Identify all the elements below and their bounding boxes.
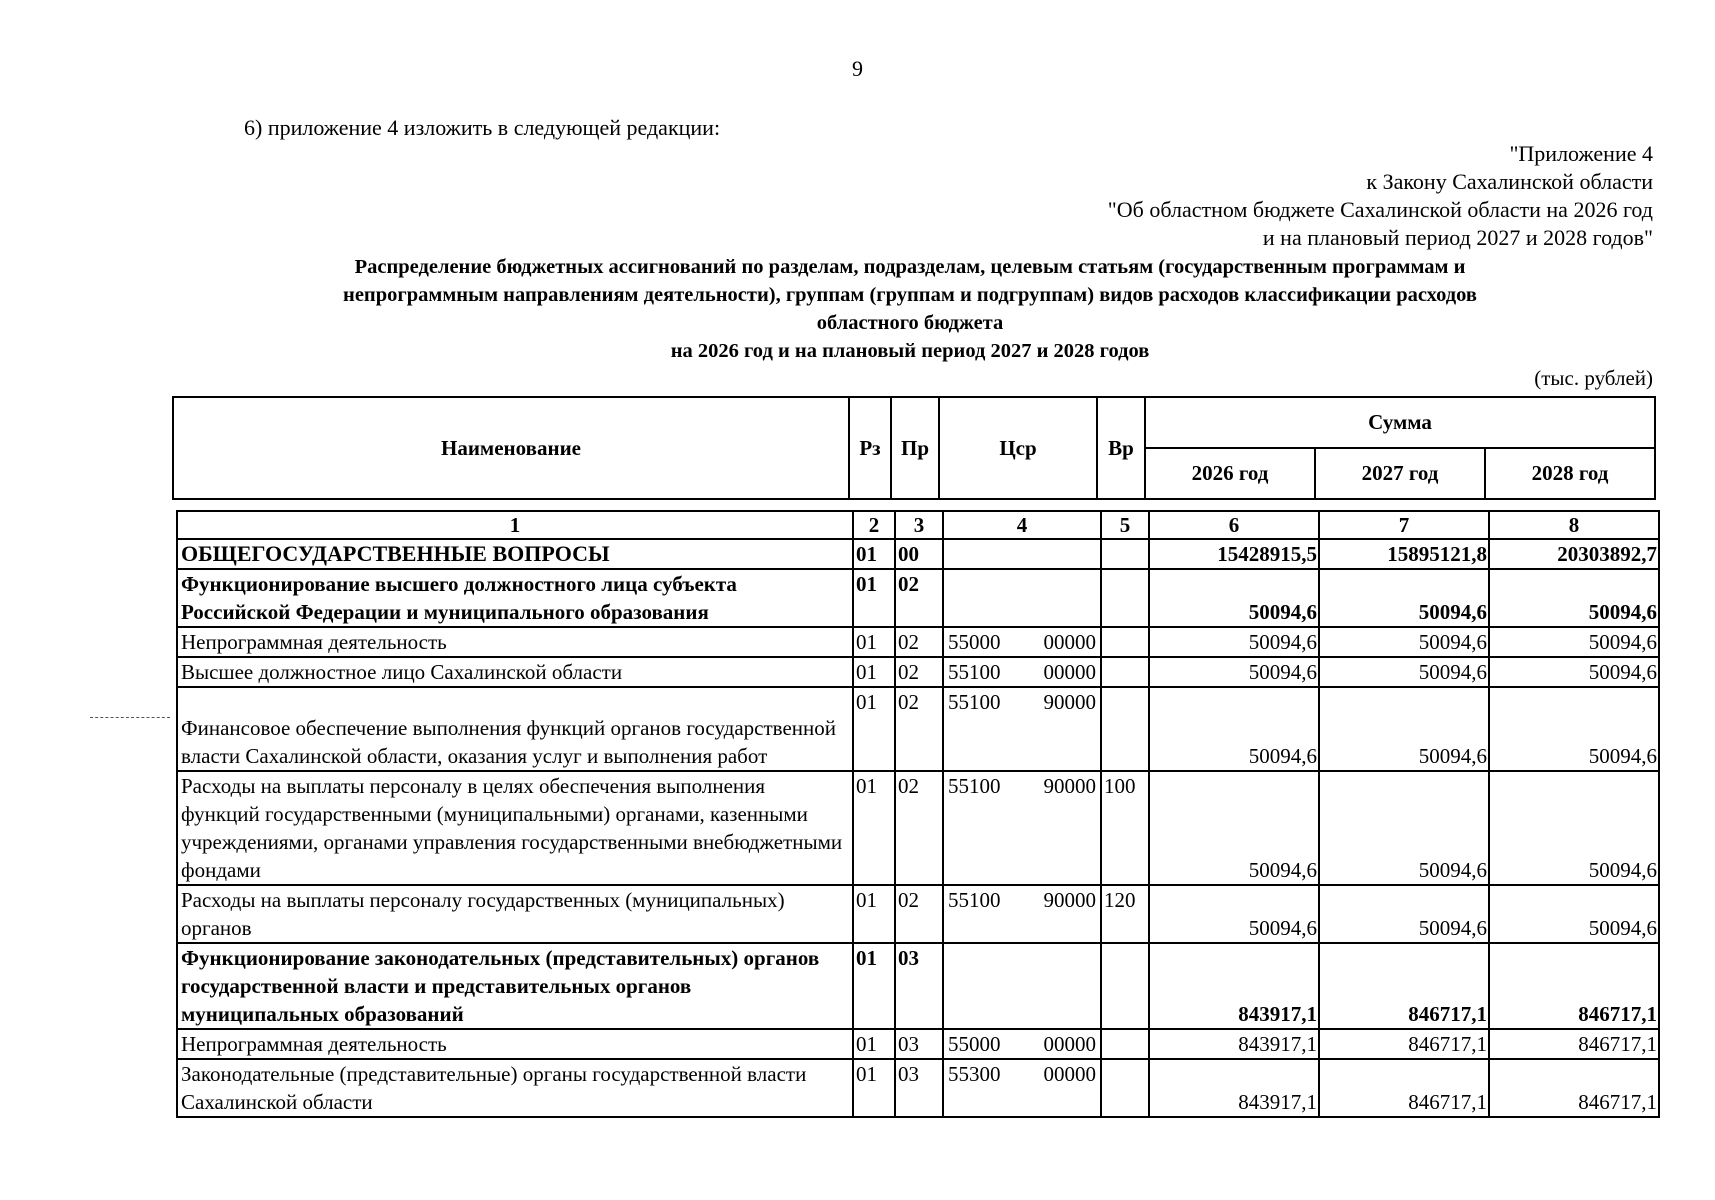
row-amount-2028: 846717,1 (1489, 1059, 1659, 1117)
row-amount-2028: 50094,6 (1489, 627, 1659, 657)
row-amount-2027: 846717,1 (1319, 1029, 1489, 1059)
column-number: 1 (177, 511, 853, 539)
table-row (177, 569, 1659, 627)
appendix-line: к Закону Сахалинской области (1366, 169, 1653, 194)
row-name: Финансовое обеспечение выполнения функций органов государственной власти Сахалинской области, оказания услуг и выполнения работ (177, 687, 853, 771)
column-number: 8 (1489, 511, 1659, 539)
row-csr (943, 771, 1101, 885)
row-name: Высшее должностное лицо Сахалинской области (177, 657, 853, 687)
csr-direction-code: 90000 (1043, 774, 1096, 798)
row-name: Функционирование высшего должностного лица субъекта Российской Федерации и муниципального образования (177, 569, 853, 627)
csr-program-code: 55100 (948, 660, 1001, 684)
row-name: Непрограммная деятельность (177, 1029, 853, 1059)
csr-program-code: 55100 (948, 888, 1001, 912)
row-amount-2027: 846717,1 (1319, 943, 1489, 1029)
row-amount-2026: 15428915,5 (1149, 539, 1319, 569)
table-row (177, 1029, 1659, 1059)
header-pr: Пр (891, 397, 939, 499)
row-vr (1101, 539, 1149, 569)
row-csr (943, 539, 1101, 569)
header-year-2026: 2026 год (1145, 448, 1315, 499)
row-pr: 02 (895, 569, 943, 627)
row-pr: 03 (895, 943, 943, 1029)
table-row (177, 1059, 1659, 1117)
row-csr (943, 885, 1101, 943)
csr-program-code: 55100 (948, 774, 1001, 798)
row-name: Расходы на выплаты персоналу в целях обеспечения выполнения функций государственными (муниципальными) органами, казенными учреждениями, органами управления государственными внебюджетными фондами (177, 771, 853, 885)
row-rz: 01 (853, 771, 895, 885)
row-vr (1101, 657, 1149, 687)
csr-direction-code: 90000 (1043, 888, 1096, 912)
table-row (177, 687, 1659, 771)
row-csr (943, 943, 1101, 1029)
row-pr: 02 (895, 885, 943, 943)
csr-program-code: 55300 (948, 1062, 1001, 1086)
table-row (177, 885, 1659, 943)
csr-direction-code: 00000 (1043, 660, 1096, 684)
column-number: 5 (1101, 511, 1149, 539)
row-amount-2027: 50094,6 (1319, 657, 1489, 687)
header-vr: Вр (1097, 397, 1145, 499)
row-vr (1101, 569, 1149, 627)
table-row (177, 771, 1659, 885)
row-name: Законодательные (представительные) органы государственной власти Сахалинской области (177, 1059, 853, 1117)
row-amount-2027: 15895121,8 (1319, 539, 1489, 569)
row-amount-2028: 50094,6 (1489, 771, 1659, 885)
row-csr (943, 657, 1101, 687)
units-label: (тыс. рублей) (1534, 366, 1653, 390)
header-sum: Сумма (1145, 397, 1655, 448)
row-rz: 01 (853, 569, 895, 627)
appendix-line: "Приложение 4 (1509, 141, 1653, 166)
row-amount-2026: 50094,6 (1149, 657, 1319, 687)
appendix-line: и на плановый период 2027 и 2028 годов" (1262, 225, 1653, 250)
header-year-2027: 2027 год (1315, 448, 1485, 499)
row-csr (943, 627, 1101, 657)
row-rz: 01 (853, 885, 895, 943)
row-amount-2028: 50094,6 (1489, 687, 1659, 771)
row-amount-2028: 20303892,7 (1489, 539, 1659, 569)
scan-mark (90, 717, 170, 718)
column-number: 6 (1149, 511, 1319, 539)
row-rz: 01 (853, 687, 895, 771)
row-amount-2028: 50094,6 (1489, 657, 1659, 687)
row-amount-2028: 50094,6 (1489, 569, 1659, 627)
row-pr: 03 (895, 1029, 943, 1059)
row-amount-2027: 50094,6 (1319, 771, 1489, 885)
row-csr (943, 1029, 1101, 1059)
column-number: 7 (1319, 511, 1489, 539)
row-name: Функционирование законодательных (представительных) органов государственной власти и представительных органов муниципальных образований (177, 943, 853, 1029)
row-rz: 01 (853, 1059, 895, 1117)
row-name: Расходы на выплаты персоналу государственных (муниципальных) органов (177, 885, 853, 943)
appendix-line: "Об областном бюджете Сахалинской области на 2026 год (1107, 197, 1653, 222)
title-line: областного бюджета (816, 312, 1004, 334)
page-number: 9 (852, 56, 863, 81)
row-pr: 02 (895, 771, 943, 885)
row-amount-2028: 846717,1 (1489, 943, 1659, 1029)
row-rz: 01 (853, 539, 895, 569)
table-header (172, 396, 1656, 500)
title-line: на 2026 год и на плановый период 2027 и 2028 годов (670, 340, 1150, 362)
budget-table (176, 510, 1660, 1118)
row-rz: 01 (853, 657, 895, 687)
appendix-reference (1108, 140, 1653, 252)
row-amount-2026: 50094,6 (1149, 627, 1319, 657)
row-amount-2027: 50094,6 (1319, 627, 1489, 657)
csr-direction-code: 00000 (1043, 1032, 1096, 1056)
header-name: Наименование (173, 397, 849, 499)
header-csr: Цср (939, 397, 1097, 499)
header-rz: Рз (849, 397, 891, 499)
table-row (177, 943, 1659, 1029)
table-row (177, 657, 1659, 687)
row-amount-2027: 50094,6 (1319, 687, 1489, 771)
row-csr (943, 569, 1101, 627)
row-pr: 03 (895, 1059, 943, 1117)
row-vr: 100 (1101, 771, 1149, 885)
row-csr (943, 1059, 1101, 1117)
row-amount-2028: 846717,1 (1489, 1029, 1659, 1059)
row-amount-2026: 50094,6 (1149, 687, 1319, 771)
intro-text: 6) приложение 4 изложить в следующей редакции: (244, 115, 721, 140)
row-vr: 120 (1101, 885, 1149, 943)
csr-program-code: 55000 (948, 630, 1001, 654)
title-line: Распределение бюджетных ассигнований по разделам, подразделам, целевым статьям (государственным программам и (354, 256, 1466, 278)
table-row (177, 539, 1659, 569)
column-number: 3 (895, 511, 943, 539)
row-vr (1101, 943, 1149, 1029)
row-vr (1101, 1059, 1149, 1117)
document-title (160, 253, 1660, 365)
row-rz: 01 (853, 943, 895, 1029)
row-rz: 01 (853, 1029, 895, 1059)
row-amount-2027: 846717,1 (1319, 1059, 1489, 1117)
csr-direction-code: 90000 (1043, 690, 1096, 714)
column-number: 4 (943, 511, 1101, 539)
row-amount-2026: 843917,1 (1149, 943, 1319, 1029)
csr-program-code: 55100 (948, 690, 1001, 714)
row-amount-2027: 50094,6 (1319, 569, 1489, 627)
column-number-row (177, 511, 1659, 539)
column-number: 2 (853, 511, 895, 539)
row-amount-2026: 843917,1 (1149, 1059, 1319, 1117)
row-amount-2028: 50094,6 (1489, 885, 1659, 943)
table-row (177, 627, 1659, 657)
row-vr (1101, 627, 1149, 657)
row-vr (1101, 687, 1149, 771)
title-line: непрограммным направлениям деятельности), группам (группам и подгруппам) видов расходов классификации расходов (343, 284, 1477, 306)
row-amount-2026: 50094,6 (1149, 569, 1319, 627)
row-rz: 01 (853, 627, 895, 657)
row-amount-2026: 50094,6 (1149, 885, 1319, 943)
csr-direction-code: 00000 (1043, 1062, 1096, 1086)
row-name: ОБЩЕГОСУДАРСТВЕННЫЕ ВОПРОСЫ (177, 539, 853, 569)
row-pr: 02 (895, 687, 943, 771)
row-amount-2026: 50094,6 (1149, 771, 1319, 885)
row-pr: 00 (895, 539, 943, 569)
header-year-2028: 2028 год (1485, 448, 1655, 499)
row-csr (943, 687, 1101, 771)
csr-direction-code: 00000 (1043, 630, 1096, 654)
row-pr: 02 (895, 627, 943, 657)
row-amount-2027: 50094,6 (1319, 885, 1489, 943)
row-pr: 02 (895, 657, 943, 687)
row-vr (1101, 1029, 1149, 1059)
row-name: Непрограммная деятельность (177, 627, 853, 657)
csr-program-code: 55000 (948, 1032, 1001, 1056)
row-amount-2026: 843917,1 (1149, 1029, 1319, 1059)
